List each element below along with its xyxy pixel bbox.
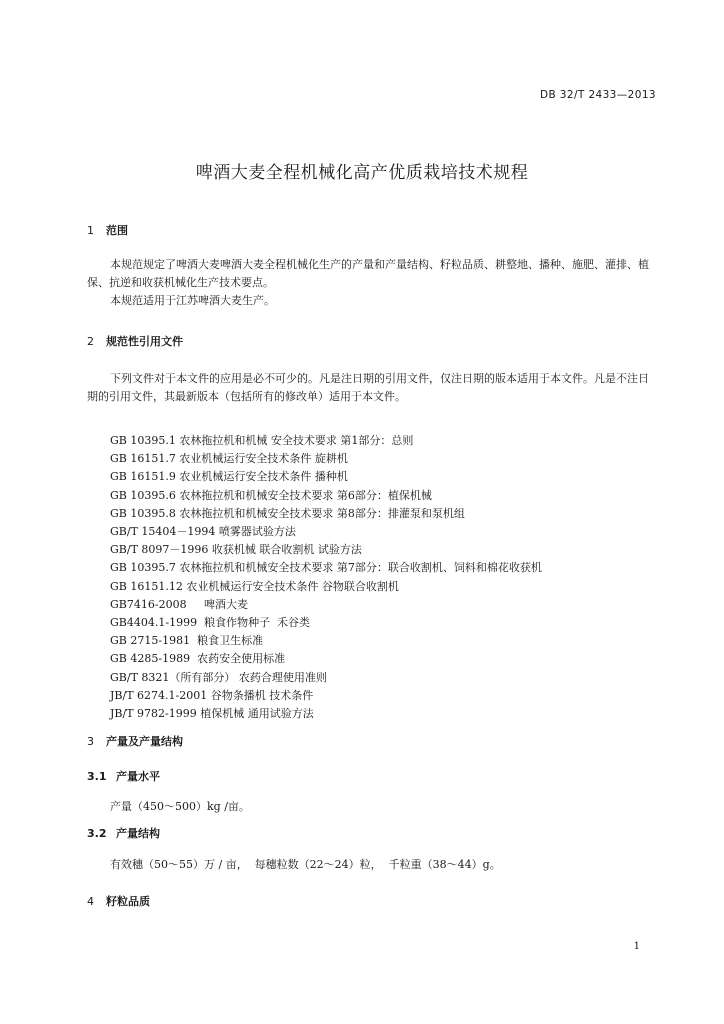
section-1-heading: [87, 222, 128, 238]
scope-paragraph-1: 本规范规定了啤酒大麦啤酒大麦全程机械化生产的产量和产量结构、籽粒品质、耕整地、播种、施肥、灌排、植保、抗逆和收获机械化生产技术要点。: [87, 258, 649, 290]
reference-item: GB 10395.1 农林拖拉机和机械 安全技术要求 第1部分：总则: [110, 434, 414, 447]
section-3-1-heading: [87, 768, 160, 784]
subsection-title: 产量水平: [116, 770, 160, 783]
reference-list: [110, 432, 670, 723]
section-title: 规范性引用文件: [106, 335, 183, 348]
reference-item: GB 10395.6 农林拖拉机和机械安全技术要求 第6部分：植保机械: [110, 488, 432, 502]
section-2-heading: [87, 333, 183, 349]
reference-item: GB/T 8321（所有部分） 农药合理使用准则: [110, 670, 327, 684]
reference-item: GB 16151.12 农业机械运行安全技术条件 谷物联合收割机: [110, 579, 399, 593]
references-intro: 下列文件对于本文件的应用是必不可少的。凡是注日期的引用文件，仅注日期的版本适用于本文件。凡是不注日期的引用文件，其最新版本（包括所有的修改单）适用于本文件。: [87, 372, 649, 404]
reference-item: GB/T 15404－1994 喷雾器试验方法: [110, 525, 296, 539]
document-code: DB 32/T 2433—2013: [539, 89, 656, 101]
reference-item: GB 2715-1981 粮食卫生标准: [110, 634, 264, 648]
section-number: 1: [87, 224, 94, 237]
reference-item: GB 10395.7 农林拖拉机和机械安全技术要求 第7部分：联合收割机、饲料和棉花收获机: [110, 561, 542, 575]
subsection-number: 3.2: [87, 827, 107, 840]
section-number: 4: [87, 895, 94, 908]
reference-item: GB4404.1-1999 粮食作物种子 禾谷类: [110, 616, 311, 630]
section-title: 范围: [106, 224, 128, 237]
section-number: 3: [87, 735, 94, 748]
section-title: 产量及产量结构: [106, 735, 183, 748]
reference-item: JB/T 9782-1999 植保机械 通用试验方法: [110, 707, 314, 721]
yield-structure-text: 有效穗（50～55）万 / 亩， 每穗粒数（22～24）粒， 千粒重（38～44）g。: [110, 858, 501, 871]
yield-level-text: 产量（450～500）kg /亩。: [110, 800, 250, 813]
section-3-2-heading: [87, 825, 160, 841]
section-4-heading: [87, 893, 150, 909]
subsection-number: 3.1: [87, 770, 107, 783]
scope-paragraph-2: 本规范适用于江苏啤酒大麦生产。: [110, 294, 275, 307]
section-number: 2: [87, 335, 94, 348]
document-title: 啤酒大麦全程机械化高产优质栽培技术规程: [195, 163, 529, 183]
page-number: 1: [633, 941, 640, 952]
reference-item: GB 16151.7 农业机械运行安全技术条件 旋耕机: [110, 452, 348, 466]
reference-item: GB7416-2008 啤酒大麦: [110, 597, 249, 611]
reference-item: GB 10395.8 农林拖拉机和机械安全技术要求 第8部分：排灌泵和泵机组: [110, 506, 465, 520]
reference-item: JB/T 6274.1-2001 谷物条播机 技术条件: [110, 688, 314, 702]
reference-item: GB/T 8097－1996 收获机械 联合收割机 试验方法: [110, 543, 362, 557]
section-title: 籽粒品质: [106, 895, 150, 908]
subsection-title: 产量结构: [116, 827, 160, 840]
section-3-heading: [87, 733, 183, 749]
reference-item: GB 16151.9 农业机械运行安全技术条件 播种机: [110, 470, 348, 484]
reference-item: GB 4285-1989 农药安全使用标准: [110, 652, 286, 666]
